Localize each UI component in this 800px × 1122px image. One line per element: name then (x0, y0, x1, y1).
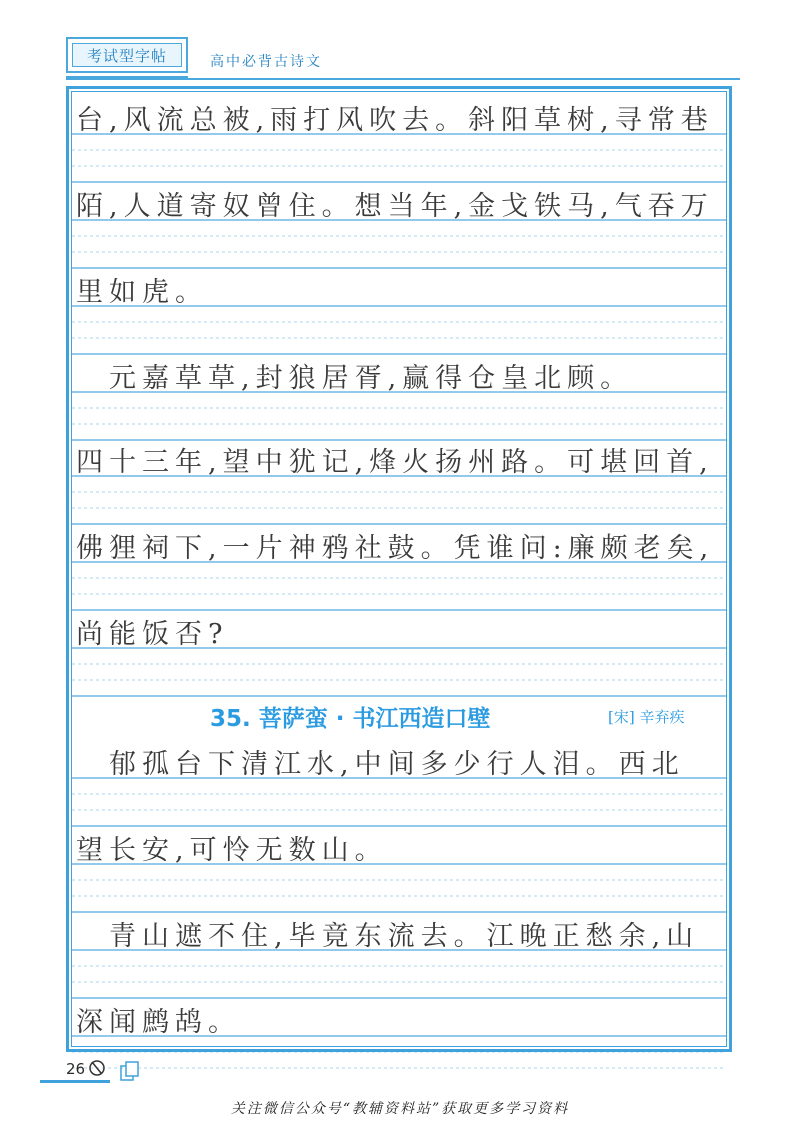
footer-note: 关注微信公众号“教辅资料站”获取更多学习资料 (230, 1101, 570, 1117)
poem-line-3: 青山遮不住,毕竟东流去。江晚正愁余,山 (76, 921, 700, 952)
poem-line-1: 郁孤台下清江水,中间多少行人泪。西北 (76, 749, 685, 780)
header-badge-label: 考试型字帖 (72, 43, 182, 67)
text-line-5: 四十三年,望中犹记,烽火扬州路。可堪回首, (76, 447, 714, 478)
text-line-7: 尚能饭否? (76, 619, 229, 650)
poem-line-2: 望长安,可怜无数山。 (76, 835, 388, 866)
text-line-6: 佛狸祠下,一片神鸦社鼓。凭谁问:廉颇老矣, (76, 533, 715, 564)
text-line-2: 陌,人道寄奴曾住。想当年,金戈铁马,气吞万 (76, 191, 714, 222)
book-icon (118, 1060, 140, 1082)
header-subtitle: 高中必背古诗文 (210, 54, 322, 70)
poem-author: [宋] 辛弃疾 (608, 708, 685, 726)
poem-title: 35. 菩萨蛮 · 书江西造口壁 (210, 706, 491, 732)
poem-line-4: 深闻鹧鸪。 (76, 1007, 241, 1038)
text-line-3: 里如虎。 (76, 277, 208, 308)
text-line-4: 元嘉草草,封狼居胥,赢得仓皇北顾。 (76, 363, 634, 394)
pen-icon (88, 1058, 106, 1078)
page-number-bar (40, 1080, 110, 1083)
page-number: 26 (66, 1060, 86, 1078)
text-line-1: 台,风流总被,雨打风吹去。斜阳草树,寻常巷 (76, 105, 714, 136)
